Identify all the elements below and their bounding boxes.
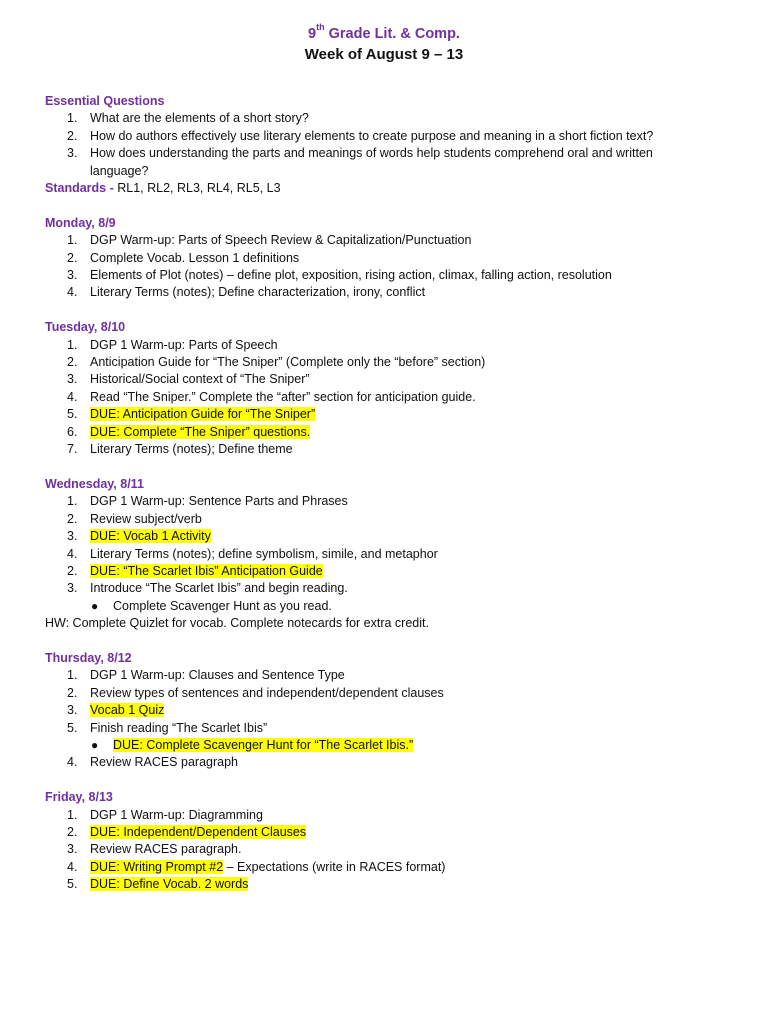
monday-heading: Monday, 8/9 xyxy=(45,215,116,230)
list-item: 3. Vocab 1 Quiz xyxy=(67,703,165,718)
list-item: 3. DUE: Vocab 1 Activity xyxy=(67,529,211,544)
highlighted-text: Vocab 1 Quiz xyxy=(90,703,165,718)
list-item: 1. DGP 1 Warm-up: Diagramming xyxy=(67,807,263,822)
highlighted-text: DUE: Complete Scavenger Hunt for “The Scarlet Ibis.” xyxy=(113,737,414,752)
friday-heading: Friday, 8/13 xyxy=(45,790,113,805)
tuesday-heading: Tuesday, 8/10 xyxy=(45,320,126,335)
highlighted-text: DUE: Define Vocab. 2 words xyxy=(90,877,249,892)
list-item: 3. Introduce “The Scarlet Ibis” and begin reading. xyxy=(67,581,348,596)
highlighted-text: DUE: Anticipation Guide for “The Sniper” xyxy=(90,407,316,422)
highlighted-text: DUE: Complete “The Sniper” questions. xyxy=(90,424,311,439)
essential-questions-heading: Essential Questions xyxy=(45,94,165,108)
list-item: 2. How do authors effectively use literary elements to create purpose and meaning in a short fiction text? xyxy=(67,128,654,143)
bullet-icon: ● xyxy=(91,598,99,613)
list-item: 2. Anticipation Guide for “The Sniper” (Complete only the “before” section) xyxy=(67,355,486,370)
highlighted-text: DUE: Independent/Dependent Clauses xyxy=(90,824,307,839)
list-item: 4. Literary Terms (notes); Define characterization, irony, conflict xyxy=(67,285,426,300)
schedule-content xyxy=(45,93,735,894)
list-item: 6. DUE: Complete “The Sniper” questions. xyxy=(67,424,311,439)
list-item: 1. DGP 1 Warm-up: Clauses and Sentence Type xyxy=(67,668,345,683)
wednesday-heading: Wednesday, 8/11 xyxy=(45,476,144,491)
list-item: 3. Review RACES paragraph. xyxy=(67,842,242,857)
list-item: 2. Complete Vocab. Lesson 1 definitions xyxy=(67,250,300,265)
list-item: 2. Review subject/verb xyxy=(67,511,202,526)
highlighted-text: DUE: “The Scarlet Ibis” Anticipation Guide xyxy=(90,563,323,578)
list-item: 1. DGP 1 Warm-up: Sentence Parts and Phrases xyxy=(67,494,348,509)
list-item: 7. Literary Terms (notes); Define theme xyxy=(67,442,293,457)
list-item: 2. DUE: “The Scarlet Ibis” Anticipation Guide xyxy=(67,563,323,578)
list-item: 5. DUE: Anticipation Guide for “The Sniper” xyxy=(67,407,316,422)
list-item: 4. DUE: Writing Prompt #2 – Expectations (write in RACES format) xyxy=(67,859,446,874)
list-item: 5. Finish reading “The Scarlet Ibis” xyxy=(67,720,268,735)
highlighted-text: DUE: Writing Prompt #2 xyxy=(90,859,224,874)
bullet-item xyxy=(45,737,735,754)
list-item: 1. DGP Warm-up: Parts of Speech Review & Capitalization/Punctuation xyxy=(67,233,472,248)
bullet-icon: ● xyxy=(91,737,99,752)
highlighted-text: DUE: Vocab 1 Activity xyxy=(90,529,211,544)
list-item: 2. DUE: Independent/Dependent Clauses xyxy=(67,824,307,839)
list-item: 3. Historical/Social context of “The Sniper” xyxy=(67,372,310,387)
document-title: 9th Grade Lit. & Comp. xyxy=(308,22,460,42)
list-item: 4. Review RACES paragraph xyxy=(67,755,238,770)
list-item: 3. How does understanding the parts and meanings of words help students comprehend oral and written language? xyxy=(67,146,653,178)
list-item: 1. What are the elements of a short story? xyxy=(67,111,309,126)
thursday-heading: Thursday, 8/12 xyxy=(45,650,132,665)
list-item: 4. Literary Terms (notes); define symbolism, simile, and metaphor xyxy=(67,546,438,561)
standards-line: Standards - RL1, RL2, RL3, RL4, RL5, L3 xyxy=(45,181,281,196)
list-item: 3. Elements of Plot (notes) – define plot, exposition, rising action, climax, falling action, resolution xyxy=(67,268,612,283)
list-item: 5. DUE: Define Vocab. 2 words xyxy=(67,877,249,892)
list-item: 4. Read “The Sniper.” Complete the “after” section for anticipation guide. xyxy=(67,389,476,404)
list-item: 1. DGP 1 Warm-up: Parts of Speech xyxy=(67,337,278,352)
homework-line: HW: Complete Quizlet for vocab. Complete notecards for extra credit. xyxy=(45,616,429,631)
week-title: Week of August 9 – 13 xyxy=(304,46,464,63)
bullet-item: ● Complete Scavenger Hunt as you read. xyxy=(45,598,735,615)
list-item: 2. Review types of sentences and independent/dependent clauses xyxy=(67,685,444,700)
